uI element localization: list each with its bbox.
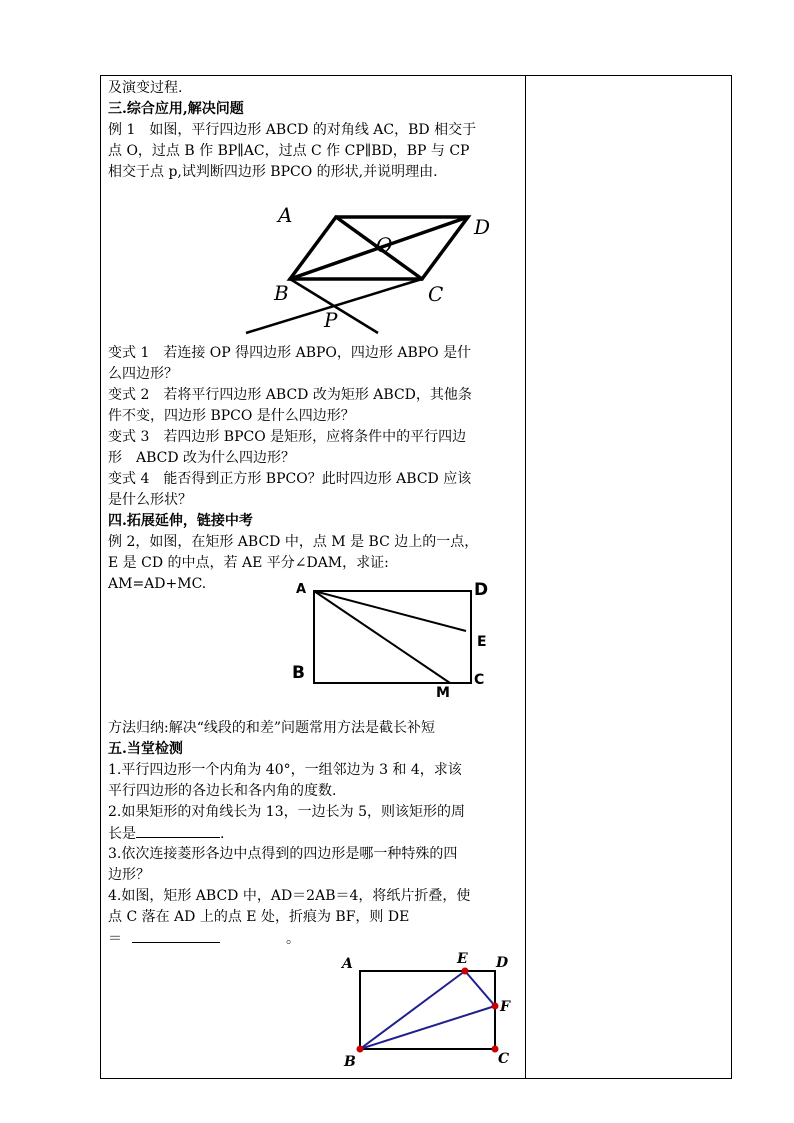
label-f: F: [500, 999, 510, 1015]
figure3-fold: [336, 948, 526, 1073]
label-a: A: [278, 203, 293, 227]
question-2-line: [108, 823, 518, 844]
segment-bf: [360, 1006, 495, 1049]
question-2-line: 2.如果矩形的对角线长为 13，一边长为 5，则该矩形的周: [108, 804, 465, 820]
question-1-line: 1.平行四边形一个内角为 40°，一组邻边为 3 和 4，求该: [108, 762, 462, 778]
method-summary: 方法归纳:解决“线段的和差”问题常用方法是截长补短: [108, 720, 436, 736]
section5-heading: 五.当堂检测: [108, 741, 183, 757]
segment-ef: [465, 971, 495, 1006]
question-4-line: [108, 928, 518, 949]
column-divider: [525, 76, 526, 1078]
label-c: C: [498, 1051, 510, 1067]
variant-line: 变式 2 若将平行四边形 ABCD 改为矩形 ABCD，其他条: [108, 387, 472, 403]
figure1-parallelogram: [230, 196, 520, 340]
segment-be: [360, 971, 465, 1049]
rectangle-abcd: [314, 591, 471, 683]
intro-tail: 及演变过程.: [108, 80, 183, 96]
label-d: D: [496, 955, 509, 971]
label-d: D: [474, 580, 489, 600]
q4-suffix: 。: [286, 931, 300, 947]
label-b: B: [344, 1054, 356, 1070]
question-3-line: 3.依次连接菱形各边中点得到的四边形是哪一种特殊的四: [108, 846, 458, 862]
variant-line: 变式 1 若连接 OP 得四边形 ABPO，四边形 ABPO 是什: [108, 345, 472, 361]
variant-line: 变式 4 能否得到正方形 BPCO？此时四边形 ABCD 应该: [108, 471, 472, 487]
section3-heading: 三.综合应用,解决问题: [108, 101, 244, 117]
answer-blank: [132, 928, 220, 943]
question-4-line: 4.如图，矩形 ABCD 中，AD＝2AB＝4，将纸片折叠，使: [108, 888, 471, 904]
label-o: O: [376, 233, 393, 257]
label-c: C: [474, 672, 485, 688]
label-c: C: [428, 282, 444, 306]
label-m: M: [436, 685, 450, 701]
question-4-line: 点 C 落在 AD 上的点 E 处，折痕为 BF，则 DE: [108, 909, 410, 925]
segment-am: [314, 591, 450, 683]
label-e: E: [457, 951, 468, 967]
point-b: [357, 1046, 364, 1053]
variant-line: 件不变，四边形 BPCO 是什么四边形？: [108, 408, 355, 424]
answer-blank: [136, 823, 220, 838]
q4-prefix: ＝: [108, 931, 122, 947]
variant-line: 么四边形？: [108, 366, 178, 382]
example1-line: 相交于点 p,试判断四边形 BPCO 的形状,并说明理由.: [108, 164, 438, 180]
question-3-line: 边形？: [108, 867, 150, 883]
point-e: [462, 968, 469, 975]
question-1-line: 平行四边形的各边长和各内角的度数.: [108, 783, 337, 799]
variant-line: 变式 3 若四边形 BPCO 是矩形，应将条件中的平行四边: [108, 429, 467, 445]
example2-line: AM=AD+MC.: [108, 576, 207, 592]
label-b: B: [274, 281, 289, 305]
example1-line: 例 1 如图，平行四边形 ABCD 的对角线 AC，BD 相交于: [108, 122, 477, 138]
segment-ae: [314, 591, 466, 631]
example1-line: 点 O，过点 B 作 BP∥AC，过点 C 作 CP∥BD，BP 与 CP: [108, 143, 470, 159]
label-a: A: [342, 956, 353, 972]
label-p: P: [324, 308, 338, 332]
section4-heading: 四.拓展延伸，链接中考: [108, 513, 253, 529]
q2-prefix: 长是: [108, 826, 136, 842]
variant-line: 是什么形状？: [108, 492, 192, 508]
example2-line: 例 2，如图，在矩形 ABCD 中，点 M 是 BC 边上的一点，: [108, 534, 479, 550]
figure2-rectangle: [288, 578, 498, 703]
q2-suffix: .: [220, 826, 225, 842]
label-a: A: [296, 582, 307, 597]
variant-line: 形 ABCD 改为什么四边形？: [108, 450, 296, 466]
point-f: [492, 1003, 499, 1010]
label-b: B: [292, 663, 305, 683]
label-d: D: [474, 215, 491, 239]
label-e: E: [477, 634, 487, 650]
example2-line: E 是 CD 的中点，若 AE 平分∠DAM，求证:: [108, 555, 389, 571]
